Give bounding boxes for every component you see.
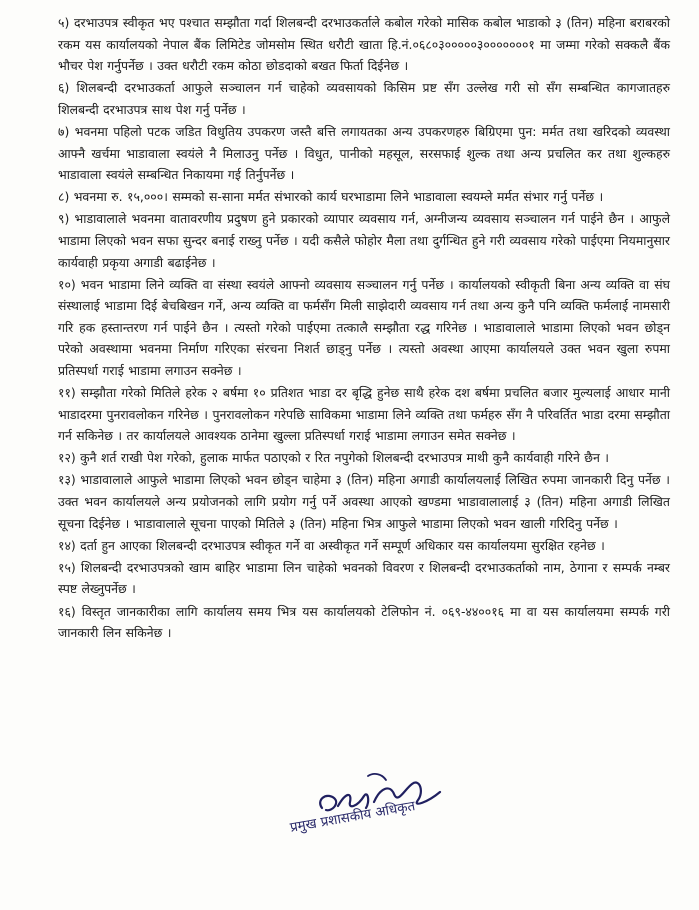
clause-15: १५) शिलबन्दी दरभाउपत्रको खाम बाहिर भाडामा लिन चाहेको भवनको विवरण र शिलबन्दी दरभाउकर्ताको नाम, ठेगाना र सम्पर्क नम्बर स्पष्ट लेख्नुपर्नेछ ।: [58, 559, 670, 597]
signatory-designation: प्रमुख प्रशासकीय अधिकृत: [288, 798, 417, 836]
clause-7: ७) भवनमा पहिलो पटक जडित विधुतिय उपकरण जस्तै बत्ति लगायतका अन्य उपकरणहरु बिग्रिएमा पुन: मर्मत तथा खरिदको व्यवस्था आफ्नै खर्चमा भाडावाला स्वयंले नै मिलाउनु पर्नेछ । विधुत, पानीको महसूल, सरसफाई शुल्क तथा अन्य प्रचलित कर तथा शुल्कहरु भाडावाला स्वयंले सम्बन्धित निकायमा गई तिर्नुपर्नेछ ।: [58, 123, 670, 183]
clause-16: १६) विस्तृत जानकारीका लागि कार्यालय समय भित्र यस कार्यालयको टेलिफोन नं. ०६९-४४००१६ मा वा यस कार्यालयमा सम्पर्क गरी जानकारी लिन सकिनेछ ।: [58, 603, 670, 641]
clause-8: ८) भवनमा रु. १५,०००। सम्मको स-साना मर्मत संभारको कार्य घरभाडामा लिने भाडावाला स्वयम्ले मर्मत संभार गर्नु पर्नेछ ।: [58, 189, 604, 205]
clause-9: ९) भाडावालाले भवनमा वातावरणीय प्रदुषण हुने प्रकारको व्यापार व्यवसाय गर्न, अग्नीजन्य व्यवसाय सञ्चालन गर्न पाईने छैन । आफुले भाडामा लिएको भवन सफा सुन्दर बनाई राख्नु पर्नेछ । यदी कसैले फोहोर मैला तथा दुर्गन्धित हुने गरी व्यवसाय गरेको पाईएमा नियमानुसार कार्यवाही प्रकृया अगाडी बढाईनेछ ।: [58, 211, 670, 270]
clause-10: १०) भवन भाडामा लिने व्यक्ति वा संस्था स्वयंले आफ्नो व्यवसाय सञ्चालन गर्नु पर्नेछ । कार्यालयको स्वीकृती बिना अन्य व्यक्ति वा संघ संस्थालाई भाडामा दिई बेचबिखन गर्ने, अन्य व्यक्ति वा फर्मसँग मिली साझेदारी व्यवसाय गर्न तथा अन्य कुनै पनि व्यक्ति फर्मलाई नामसारी गरि हक हस्तान्तरण गर्न पाईने छैन । त्यस्तो गरेको पाईएमा तत्कालै सम्झौता रद्ध गरिनेछ । भाडावालाले भाडामा लिएको भवन छोड्न परेको अवस्थामा भवनमा निर्माण गरिएका संरचना निशर्त छाड्नु पर्नेछ । त्यस्तो अवस्था आएमा कार्यालयले उक्त भवन खुला रुपमा प्रतिस्पर्धा गराई भाडामा लगाउन सक्नेछ ।: [58, 276, 670, 378]
document-body: [58, 12, 670, 644]
clause-13: १३) भाडावालाले आफुले भाडामा लिएको भवन छोड्न चाहेमा ३ (तिन) महिना अगाडी कार्यालयलाई लिखित रुपमा जानकारी दिनु पर्नेछ । उक्त भवन कार्यालयले अन्य प्रयोजनको लागि प्रयोग गर्नु पर्ने अवस्था आएको खण्डमा भाडावालालाई ३ (तिन) महिना अगाडी लिखित सूचना दिईनेछ । भाडावालाले सूचना पाएको मितिले ३ (तिन) महिना भित्र आफुले भाडामा लिएको भवन खाली गरिदिनु पर्नेछ ।: [58, 472, 670, 531]
clause-11: ११) सम्झौता गरेको मितिले हरेक २ बर्षमा १० प्रतिशत भाडा दर बृद्धि हुनेछ साथै हरेक दश बर्षमा प्रचलित बजार मुल्यलाई आधार मानी भाडादरमा पुनरावलोकन गरिनेछ । पुनरावलोकन गरेपछि साविकमा भाडामा लिने व्यक्ति तथा फर्महरु सँग नै परिवर्तित भाडा दरमा सम्झौता गर्न सकिनेछ । तर कार्यालयले आवश्यक ठानेमा खुल्ला प्रतिस्पर्धा गराई भाडामा लगाउन समेत सक्नेछ ।: [58, 385, 670, 444]
clause-14: १४) दर्ता हुन आएका शिलबन्दी दरभाउपत्र स्वीकृत गर्ने वा अस्वीकृत गर्ने सम्पूर्ण अधिकार यस कार्यालयमा सुरक्षित रहनेछ ।: [58, 537, 605, 553]
clause-5: ५) दरभाउपत्र स्वीकृत भए पश्चात सम्झौता गर्दा शिलबन्दी दरभाउकर्ताले कबोल गरेको मासिक कबोल भाडाको ३ (तिन) महिना बराबरको रकम यस कार्यालयको नेपाल बैंक लिमिटेड जोमसोम स्थित धरौटी खाता हि.नं.०६८०३०००००३०००००००१ मा जम्मा गरेको सक्कलै बैंक भौचर पेश गर्नुपर्नेछ । उक्त धरौटी रकम कोठा छोडदाको बखत फिर्ता दिईनेछ ।: [58, 15, 670, 74]
clause-6: ६) शिलबन्दी दरभाउकर्ता आफुले सञ्चालन गर्न चाहेको व्यवसायको किसिम प्रष्ट सँग उल्लेख गरी सो सँग सम्बन्धित कागजातहरु शिलबन्दी दरभाउपत्र साथ पेश गर्नु पर्नेछ ।: [58, 80, 670, 117]
clause-12: १२) कुनै शर्त राखी पेश गरेको, हुलाक मार्फत पठाएको र रित नपुगेको शिलबन्दी दरभाउपत्र माथी कुनै कार्यवाही गरिने छैन ।: [58, 450, 610, 466]
